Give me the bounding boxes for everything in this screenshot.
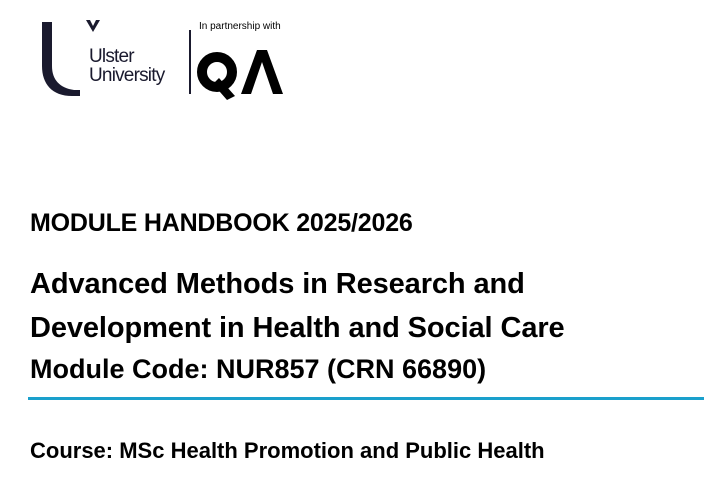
ulster-wordmark-line1: Ulster [89, 46, 134, 67]
logo-divider [189, 30, 191, 94]
ulster-university-wordmark [89, 47, 164, 85]
qa-logo-icon [197, 44, 283, 104]
ulster-wordmark-line2: University [89, 65, 165, 86]
partnership-label: In partnership with [199, 21, 281, 32]
module-code: Module Code: NUR857 (CRN 66890) [30, 354, 487, 384]
handbook-title: MODULE HANDBOOK 2025/2026 [30, 209, 413, 237]
module-name [30, 262, 565, 350]
module-name-line1: Advanced Methods in Research and [30, 268, 525, 300]
logo-header [36, 14, 296, 104]
module-name-line2: Development in Health and Social Care [30, 312, 565, 344]
accent-divider [28, 397, 704, 400]
course-title: Course: MSc Health Promotion and Public Health [30, 438, 545, 463]
